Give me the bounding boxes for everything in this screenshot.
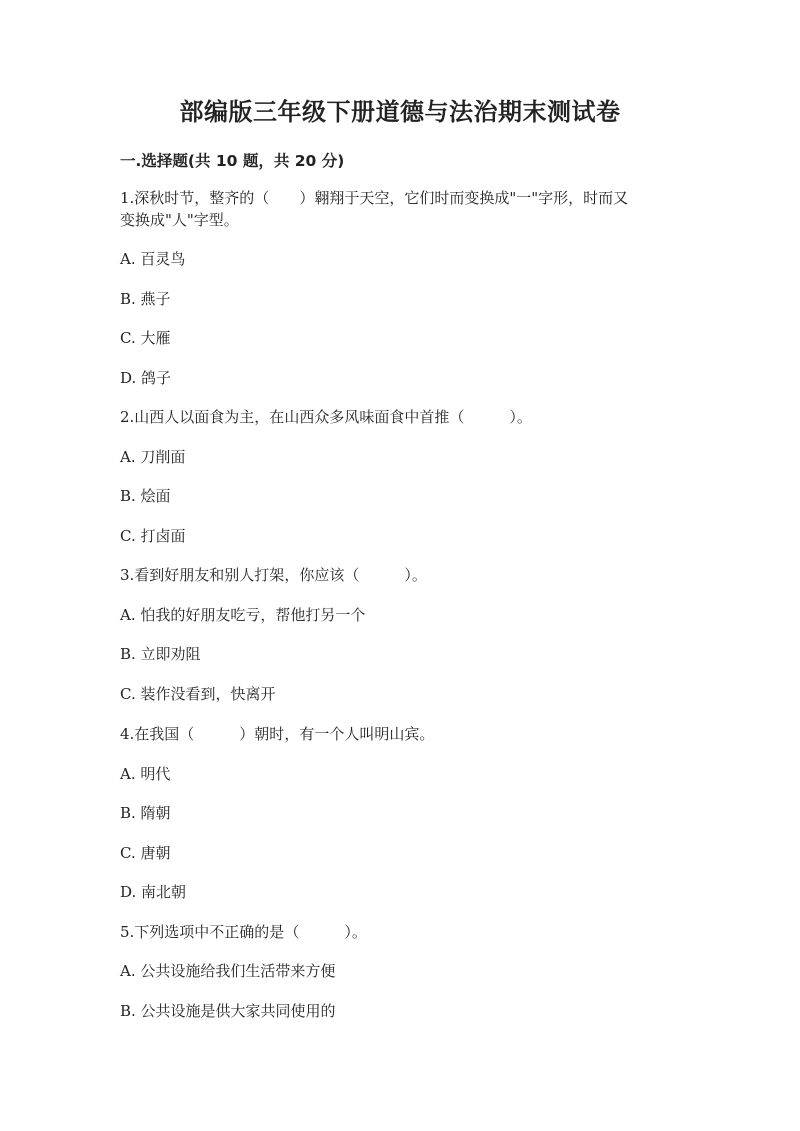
question-1-text-cont: 变换成"人"字型。 — [120, 211, 239, 229]
question-1-option-c: C. 大雁 — [120, 329, 171, 347]
question-4-option-b: B. 隋朝 — [120, 804, 171, 822]
question-5-option-a: A. 公共设施给我们生活带来方便 — [120, 962, 336, 980]
question-2-text: 2.山西人以面食为主，在山西众多风味面食中首推（ ）。 — [120, 408, 532, 426]
question-4-text: 4.在我国（ ）朝时，有一个人叫明山宾。 — [120, 725, 435, 743]
question-3-option-a: A. 怕我的好朋友吃亏，帮他打另一个 — [120, 606, 366, 624]
question-4-option-d: D. 南北朝 — [120, 883, 187, 901]
question-1-option-a: A. 百灵鸟 — [120, 250, 186, 268]
question-2-option-c: C. 打卤面 — [120, 527, 186, 545]
question-4-option-c: C. 唐朝 — [120, 844, 171, 862]
question-1-text: 1.深秋时节，整齐的（ ）翱翔于天空，它们时而变换成"一"字形，时而又 — [120, 189, 629, 207]
question-2-option-b: B. 烩面 — [120, 487, 171, 505]
question-1-option-b: B. 燕子 — [120, 290, 171, 308]
question-3-option-b: B. 立即劝阻 — [120, 645, 201, 663]
question-3-option-c: C. 装作没看到，快离开 — [120, 685, 276, 703]
page-title: 部编版三年级下册道德与法治期末测试卷 — [179, 98, 621, 126]
question-5-option-b: B. 公共设施是供大家共同使用的 — [120, 1002, 336, 1020]
question-3-text: 3.看到好朋友和别人打架，你应该（ ）。 — [120, 566, 427, 584]
question-4-option-a: A. 明代 — [120, 765, 171, 783]
section-heading: 一.选择题(共 10 题，共 20 分) — [120, 152, 345, 170]
question-1-option-d: D. 鸽子 — [120, 369, 172, 387]
question-2-option-a: A. 刀削面 — [120, 448, 186, 466]
question-5-text: 5.下列选项中不正确的是（ ）。 — [120, 923, 367, 941]
